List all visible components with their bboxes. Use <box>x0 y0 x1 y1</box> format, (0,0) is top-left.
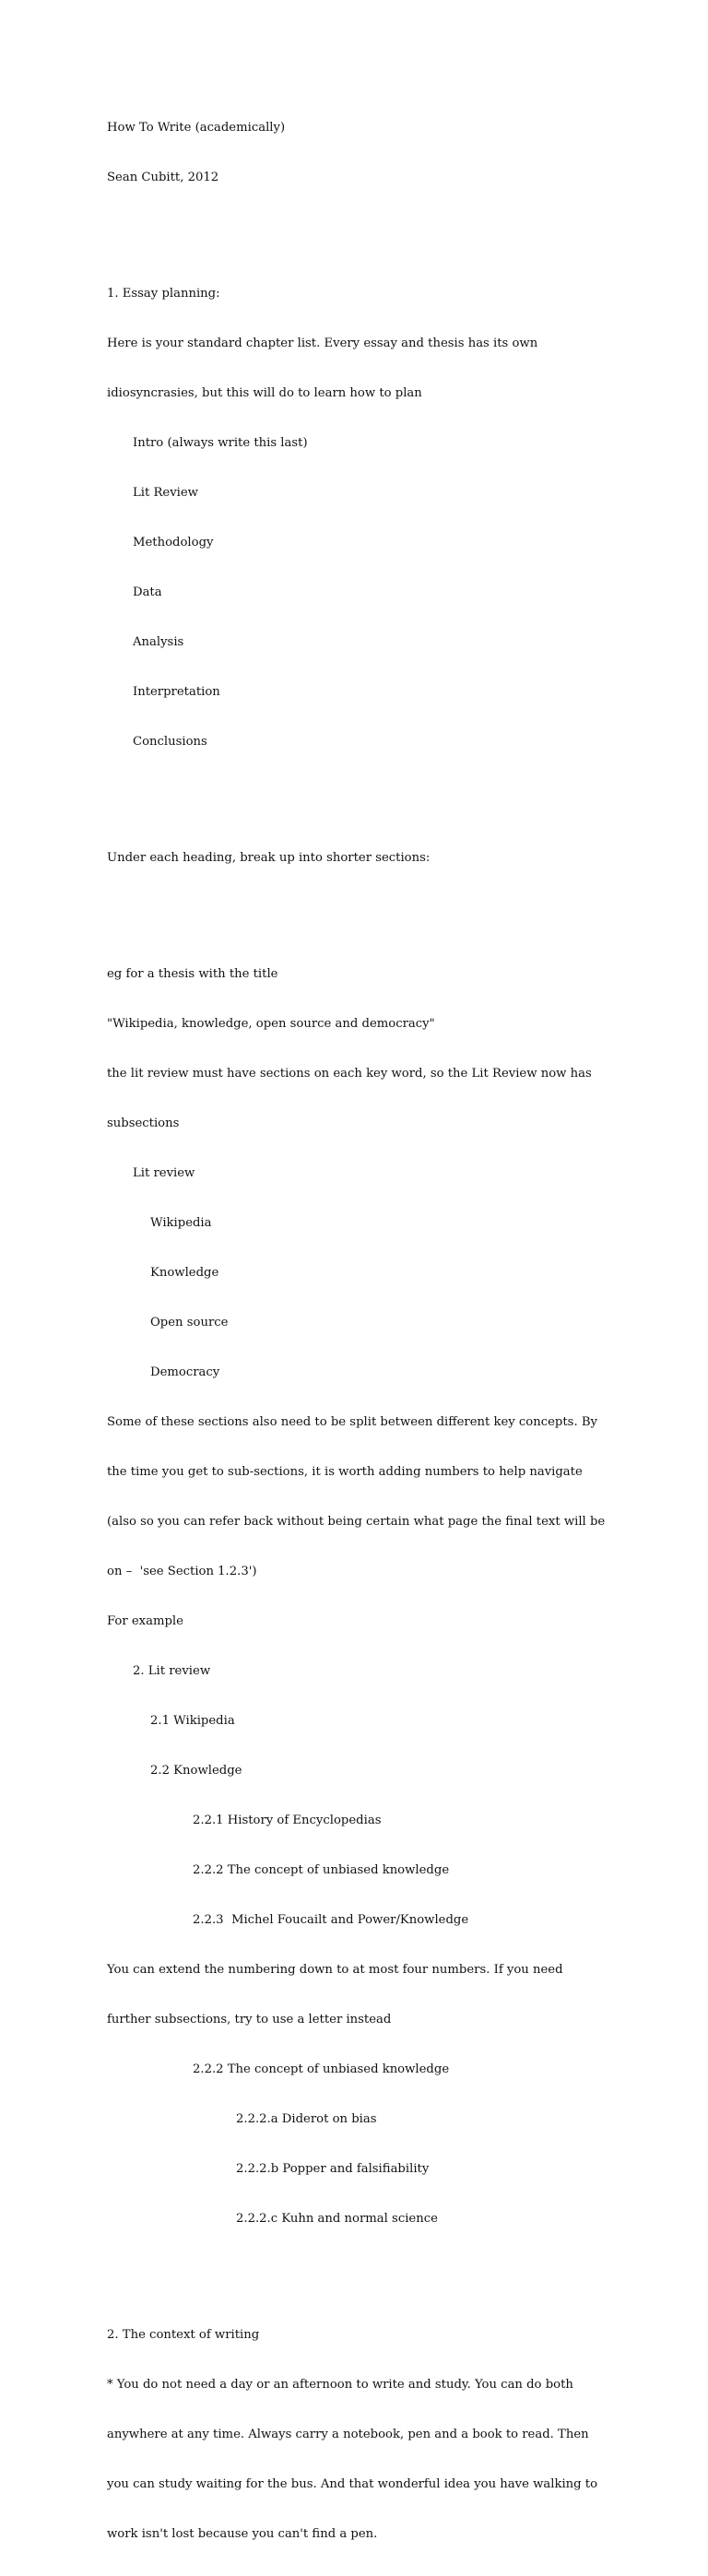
document-body <box>107 87 605 2576</box>
paragraph-line: on – 'see Section 1.2.3') <box>107 1565 257 1578</box>
paragraph-line: idiosyncrasies, but this will do to learn how to plan <box>107 386 422 400</box>
outline-heading: Lit review <box>133 1166 195 1180</box>
paragraph-line: the time you get to sub-sections, it is worth adding numbers to help navigate <box>107 1465 583 1479</box>
numbered-outline-item: 2. Lit review <box>133 1664 211 1678</box>
outline-item: Democracy <box>150 1365 220 1379</box>
lettered-outline-item: 2.2.2.b Popper and falsifiability <box>236 2162 430 2176</box>
numbered-outline-item: 2.2.2 The concept of unbiased knowledge <box>193 2062 450 2076</box>
chapter-list-item: Methodology <box>133 536 214 549</box>
section-heading: 2. The context of writing <box>107 2328 260 2342</box>
numbered-outline-item: 2.2.1 History of Encyclopedias <box>193 1814 382 1827</box>
paragraph-line: For example <box>107 1614 183 1628</box>
paragraph-line: anywhere at any time. Always carry a notebook, pen and a book to read. Then <box>107 2428 589 2441</box>
chapter-list-item: Lit Review <box>133 486 198 500</box>
paragraph-line: * You do not need a day or an afternoon to write and study. You can do both <box>107 2378 573 2392</box>
paragraph-line: work isn't lost because you can't find a pen. <box>107 2527 378 2541</box>
paragraph-line: Here is your standard chapter list. Every essay and thesis has its own <box>107 337 538 350</box>
paragraph-line: (also so you can refer back without being certain what page the final text will be <box>107 1515 606 1529</box>
document-title: How To Write (academically) <box>107 121 286 135</box>
section-heading: 1. Essay planning: <box>107 287 220 301</box>
lettered-outline-item: 2.2.2.c Kuhn and normal science <box>236 2212 438 2226</box>
paragraph-line: eg for a thesis with the title <box>107 967 278 981</box>
numbered-outline-item: 2.2.2 The concept of unbiased knowledge <box>193 1863 450 1877</box>
paragraph-line: you can study waiting for the bus. And that wonderful idea you have walking to <box>107 2477 598 2491</box>
paragraph-line: You can extend the numbering down to at most four numbers. If you need <box>107 1963 563 1977</box>
chapter-list-item: Interpretation <box>133 685 220 699</box>
outline-item: Wikipedia <box>150 1216 212 1230</box>
lettered-outline-item: 2.2.2.a Diderot on bias <box>236 2112 377 2126</box>
blank-line <box>107 219 605 236</box>
outline-item: Knowledge <box>150 1266 219 1280</box>
numbered-outline-item: 2.2.3 Michel Foucailt and Power/Knowledge <box>193 1913 469 1927</box>
paragraph-line: further subsections, try to use a letter instead <box>107 2013 392 2027</box>
blank-line <box>107 784 605 800</box>
chapter-list-item: Conclusions <box>133 735 207 749</box>
thesis-title-example: "Wikipedia, knowledge, open source and democracy" <box>107 1017 435 1031</box>
numbered-outline-item: 2.2 Knowledge <box>150 1764 242 1778</box>
paragraph-line: subsections <box>107 1117 180 1130</box>
chapter-list-item: Data <box>133 585 162 599</box>
paragraph-line: Under each heading, break up into shorter sections: <box>107 851 431 865</box>
author-line: Sean Cubitt, 2012 <box>107 171 219 184</box>
numbered-outline-item: 2.1 Wikipedia <box>150 1714 235 1728</box>
paragraph-line: the lit review must have sections on each key word, so the Lit Review now has <box>107 1067 592 1081</box>
blank-line <box>107 900 605 916</box>
paragraph-line: Some of these sections also need to be split between different key concepts. By <box>107 1415 597 1429</box>
outline-item: Open source <box>150 1316 229 1329</box>
blank-line <box>107 2261 605 2277</box>
chapter-list-item: Analysis <box>133 635 184 649</box>
chapter-list-item: Intro (always write this last) <box>133 436 308 450</box>
